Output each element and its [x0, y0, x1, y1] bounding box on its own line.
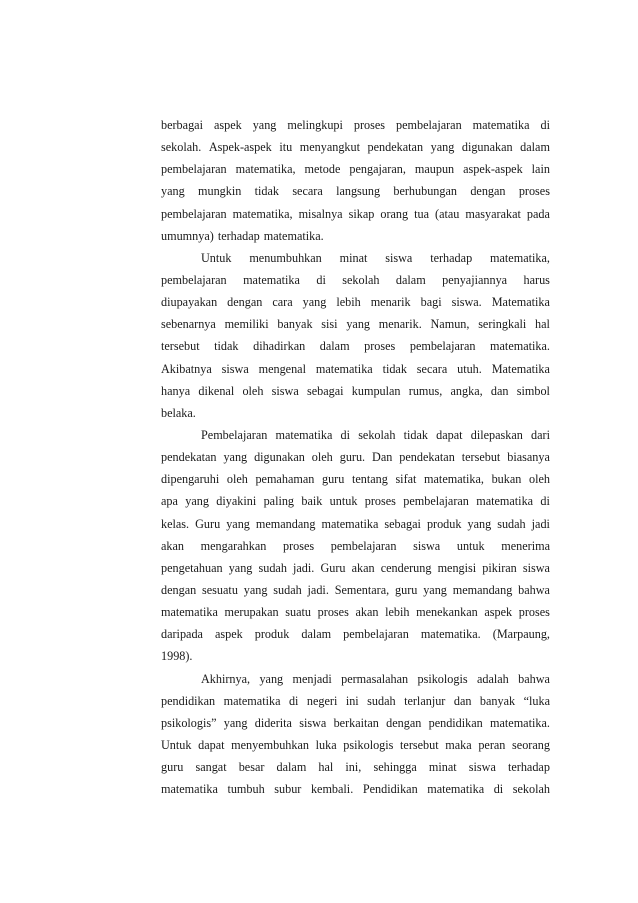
word: psikologis — [343, 737, 394, 752]
word: suatu — [285, 605, 312, 620]
word: cenderung — [380, 560, 432, 575]
word: sudah — [497, 516, 526, 531]
word: maka — [445, 737, 472, 752]
word: secara — [292, 184, 323, 199]
word: tidak — [403, 427, 428, 442]
word: belaka. — [161, 405, 196, 420]
word: tidak — [382, 361, 407, 376]
word: Aspek-aspek — [208, 140, 272, 155]
word: jadi — [531, 516, 550, 531]
word: di — [288, 693, 299, 708]
word: matematika — [275, 427, 333, 442]
word: menumbuhkan — [249, 250, 322, 265]
word: aspek — [215, 627, 243, 642]
word: “luka — [523, 693, 550, 708]
word: dikenal — [198, 383, 235, 398]
word: pembelajaran — [396, 118, 462, 132]
word: Untuk — [161, 737, 192, 752]
text-line — [161, 380, 550, 402]
word: sehingga — [373, 760, 417, 775]
word: terlanjur — [404, 693, 446, 708]
word: untuk — [329, 494, 358, 509]
word: oleh — [226, 472, 248, 487]
word: sebagai — [307, 383, 344, 398]
word: psikologis — [417, 671, 468, 686]
word: menekankan — [416, 605, 478, 620]
word: baik — [301, 494, 323, 509]
word: diyakini — [216, 494, 257, 509]
word: tersebut — [161, 339, 200, 354]
word: memandang — [255, 516, 316, 531]
word: Akhirnya, — [201, 671, 251, 686]
word: siswa — [385, 250, 413, 265]
word: Dan — [372, 450, 393, 465]
word: berkaitan — [333, 715, 379, 730]
word: minat — [339, 250, 368, 265]
word: dengan — [227, 295, 263, 310]
word: ini, — [345, 760, 362, 775]
word: matematika. — [420, 627, 481, 642]
text-line — [161, 756, 550, 778]
word: oleh — [529, 472, 550, 487]
word: sisi — [321, 317, 338, 332]
text-line — [161, 313, 550, 335]
word: proses — [518, 184, 550, 199]
word: matematika. — [490, 715, 550, 730]
text-line — [161, 158, 550, 180]
word: sudah — [273, 582, 302, 597]
word: diupayakan — [161, 295, 218, 310]
word: 1998). — [161, 649, 193, 664]
word: yang — [252, 118, 277, 132]
word: terhadap — [507, 760, 550, 775]
word: oleh — [311, 450, 333, 465]
word: yang — [228, 560, 253, 575]
word: pembelajaran — [343, 627, 409, 642]
word: aspek — [213, 118, 242, 132]
word: metode — [304, 162, 341, 177]
word: tersebut — [461, 450, 501, 465]
word: matematika — [476, 494, 534, 509]
word: matematika — [427, 782, 485, 797]
word: akan — [351, 560, 375, 575]
word: matematika, — [232, 206, 293, 221]
word: mengarahkan — [200, 538, 267, 553]
word: mengenal — [258, 361, 306, 376]
word: merupakan — [224, 605, 279, 620]
word: terhadap — [430, 250, 473, 265]
word: yang — [302, 295, 327, 310]
word: pemahaman — [255, 472, 315, 487]
word: pada — [526, 206, 550, 221]
text-line — [161, 668, 550, 690]
word: subur — [274, 782, 302, 797]
word: di — [340, 427, 351, 442]
word: aspek-aspek — [463, 162, 523, 177]
word: guru. — [339, 450, 366, 465]
word: orang — [380, 206, 409, 221]
word: proses — [282, 538, 315, 553]
word: Guru — [195, 516, 221, 531]
word: penyajiannya — [442, 272, 508, 287]
word: seorang — [512, 737, 550, 752]
word: banyak — [479, 693, 516, 708]
text-line — [161, 690, 550, 712]
word: berbagai — [161, 118, 203, 132]
word: yang — [226, 516, 250, 531]
word: sudah — [258, 560, 287, 575]
word: sudah — [367, 693, 396, 708]
word: kembali. — [310, 782, 354, 797]
word: berhubungan — [393, 184, 458, 199]
word: yang — [423, 582, 447, 597]
word: matematika — [472, 118, 530, 132]
word: daripada — [161, 627, 203, 642]
word: guru — [161, 760, 184, 775]
word: siswa — [271, 383, 299, 398]
word: proses — [364, 494, 396, 509]
word: Namun, — [430, 317, 470, 332]
word: dan — [453, 693, 472, 708]
word: dalam — [276, 760, 307, 775]
word: bahwa — [518, 582, 550, 597]
word: misalnya — [298, 206, 343, 221]
word: produk — [426, 516, 462, 531]
word: pikiran — [482, 560, 517, 575]
word: Pembelajaran — [201, 427, 268, 442]
word: di — [493, 782, 504, 797]
word: tentang — [351, 472, 388, 487]
word: aspek — [484, 605, 513, 620]
word: Akibatnya — [161, 361, 212, 376]
word: menyembuhkan — [231, 737, 310, 752]
word: bahwa — [518, 671, 550, 686]
word: matematika, — [424, 472, 484, 487]
word: proses — [518, 605, 550, 620]
text-line — [161, 778, 550, 800]
word: sekolah — [512, 782, 550, 797]
word: digunakan — [461, 140, 513, 155]
word: matematika — [315, 361, 373, 376]
word: lebih — [385, 605, 410, 620]
text-line — [161, 579, 550, 601]
text-line — [161, 712, 550, 734]
text-line — [161, 535, 550, 557]
word: negeri — [306, 693, 338, 708]
word: dengan — [161, 582, 197, 597]
word: simbol — [516, 383, 550, 398]
word: proses — [317, 605, 349, 620]
word: di — [540, 494, 550, 509]
word: pembelajaran — [161, 272, 227, 287]
word: hanya — [161, 383, 191, 398]
word: Pendidikan — [362, 782, 418, 797]
word: siswa — [299, 715, 327, 730]
word: dengan — [386, 715, 422, 730]
text-line — [161, 734, 550, 756]
word: tidak — [214, 339, 239, 354]
word: pembelajaran — [409, 339, 476, 354]
word: psikologis” — [161, 715, 217, 730]
word: pengetahuan — [161, 560, 223, 575]
word: apa — [161, 494, 178, 509]
word: pendekatan — [399, 450, 455, 465]
word: utuh. — [457, 361, 482, 376]
word: sifat — [395, 472, 417, 487]
word: peran — [478, 737, 506, 752]
word: yang — [161, 184, 185, 199]
document-page — [161, 114, 550, 800]
word: jadi. — [293, 560, 315, 575]
word: lain — [531, 162, 550, 177]
text-line — [161, 203, 550, 225]
text-line — [161, 645, 550, 667]
word: matematika — [161, 782, 218, 797]
word: pembelajaran — [161, 206, 227, 221]
text-line — [161, 225, 550, 247]
word: tumbuh — [227, 782, 265, 797]
word: dipengaruhi — [161, 472, 220, 487]
word: guru — [395, 582, 418, 597]
word: adalah — [476, 671, 509, 686]
word: Sementara, — [334, 582, 390, 597]
word: sangat — [195, 760, 227, 775]
word: kumpulan — [351, 383, 401, 398]
word: sebagai — [384, 516, 421, 531]
word: pengajaran, — [349, 162, 406, 177]
word: dalam — [395, 272, 426, 287]
word: di — [316, 272, 326, 287]
word: akan — [355, 605, 379, 620]
word: sekolah — [358, 427, 396, 442]
word: pendidikan — [161, 693, 216, 708]
word: yang — [346, 317, 371, 332]
word: hal — [535, 317, 550, 332]
word: matematika, — [490, 250, 550, 265]
word: dari — [531, 427, 550, 442]
text-line — [161, 424, 550, 446]
word: menyangkut — [299, 140, 360, 155]
word: pembelajaran — [330, 538, 397, 553]
word: siswa. — [451, 295, 482, 310]
word: memandang — [452, 582, 513, 597]
word: sebenarnya — [161, 317, 216, 332]
word: bukan — [491, 472, 522, 487]
word: permasalahan — [341, 671, 409, 686]
word: Guru — [320, 560, 346, 575]
word: tua — [414, 206, 430, 221]
text-line — [161, 446, 550, 468]
word: (Marpaung, — [492, 627, 550, 642]
word: matematika — [321, 516, 379, 531]
word: matematika. — [490, 339, 550, 354]
word: dalam — [301, 627, 332, 642]
word: menarik — [370, 295, 411, 310]
word: sekolah — [342, 272, 380, 287]
word: pendekatan — [367, 140, 424, 155]
word: matematika. — [263, 228, 324, 243]
word: pendidikan — [428, 715, 483, 730]
text-line — [161, 513, 550, 535]
word: yang — [223, 715, 248, 730]
word: menarik. — [378, 317, 422, 332]
word: dengan — [470, 184, 506, 199]
text-line — [161, 114, 550, 136]
word: tidak — [254, 184, 280, 199]
word: memiliki — [224, 317, 269, 332]
word: yang — [430, 140, 455, 155]
word: terhadap — [217, 228, 260, 243]
word: akan — [161, 538, 185, 553]
word: sesuatu — [202, 582, 238, 597]
word: melingkupi — [287, 118, 343, 132]
word: di — [540, 118, 550, 132]
word: umumnya) — [161, 228, 214, 243]
text-line — [161, 490, 550, 512]
text-line — [161, 557, 550, 579]
word: maupun — [414, 162, 455, 177]
word: dan — [490, 383, 509, 398]
word: cara — [272, 295, 293, 310]
word: seringkali — [478, 317, 527, 332]
word: menjadi — [292, 671, 332, 686]
word: Untuk — [201, 250, 232, 265]
word: sikap — [348, 206, 375, 221]
word: mungkin — [198, 184, 242, 199]
word: digunakan — [254, 450, 305, 465]
word: pendekatan — [161, 450, 217, 465]
word: jadi. — [307, 582, 329, 597]
word: produk — [254, 627, 290, 642]
word: Matematika — [491, 361, 550, 376]
word: itu — [279, 140, 293, 155]
word: dapat — [198, 737, 225, 752]
word: yang — [185, 494, 209, 509]
text-line — [161, 247, 550, 269]
word: matematika — [161, 605, 218, 620]
word: bagi — [420, 295, 442, 310]
word: dalam — [319, 339, 350, 354]
word: yang — [223, 450, 248, 465]
word: proses — [353, 118, 386, 132]
word: paling — [263, 494, 295, 509]
word: minat — [428, 760, 457, 775]
word: oleh — [242, 383, 264, 398]
word: yang — [259, 671, 284, 686]
word: dalam — [520, 140, 550, 155]
word: biasanya — [507, 450, 550, 465]
word: harus — [523, 272, 550, 287]
word: siswa — [522, 560, 550, 575]
word: tersebut — [400, 737, 439, 752]
word: guru — [321, 472, 345, 487]
text-line — [161, 136, 550, 158]
word: ini — [345, 693, 359, 708]
text-line — [161, 402, 550, 424]
word: pembelajaran — [403, 494, 469, 509]
word: (atau — [435, 206, 460, 221]
text-line — [161, 623, 550, 645]
word: dilepaskan — [470, 427, 523, 442]
word: kelas. — [161, 516, 190, 531]
word: langsung — [336, 184, 381, 199]
word: mengisi — [437, 560, 477, 575]
word: Matematika — [491, 295, 550, 310]
text-line — [161, 335, 550, 357]
word: untuk — [456, 538, 485, 553]
word: hal — [318, 760, 334, 775]
word: masyarakat — [465, 206, 521, 221]
word: siswa — [468, 760, 496, 775]
text-line — [161, 291, 550, 313]
word: rumus, — [408, 383, 443, 398]
word: matematika — [223, 693, 281, 708]
text-line — [161, 601, 550, 623]
word: luka — [315, 737, 337, 752]
word: matematika — [243, 272, 300, 287]
word: angka, — [450, 383, 483, 398]
word: dapat — [436, 427, 463, 442]
word: matematika, — [235, 162, 296, 177]
text-line — [161, 180, 550, 202]
word: pembelajaran — [161, 162, 227, 177]
word: yang — [243, 582, 268, 597]
word: yang — [467, 516, 492, 531]
word: siswa — [413, 538, 441, 553]
text-line — [161, 358, 550, 380]
word: menerima — [501, 538, 550, 553]
word: diderita — [254, 715, 292, 730]
word: dihadirkan — [253, 339, 306, 354]
word: lebih — [336, 295, 361, 310]
word: proses — [364, 339, 396, 354]
word: besar — [238, 760, 265, 775]
word: secara — [416, 361, 448, 376]
text-line — [161, 269, 550, 291]
text-line — [161, 468, 550, 490]
word: siswa — [221, 361, 249, 376]
word: sekolah. — [161, 140, 202, 155]
word: banyak — [277, 317, 313, 332]
